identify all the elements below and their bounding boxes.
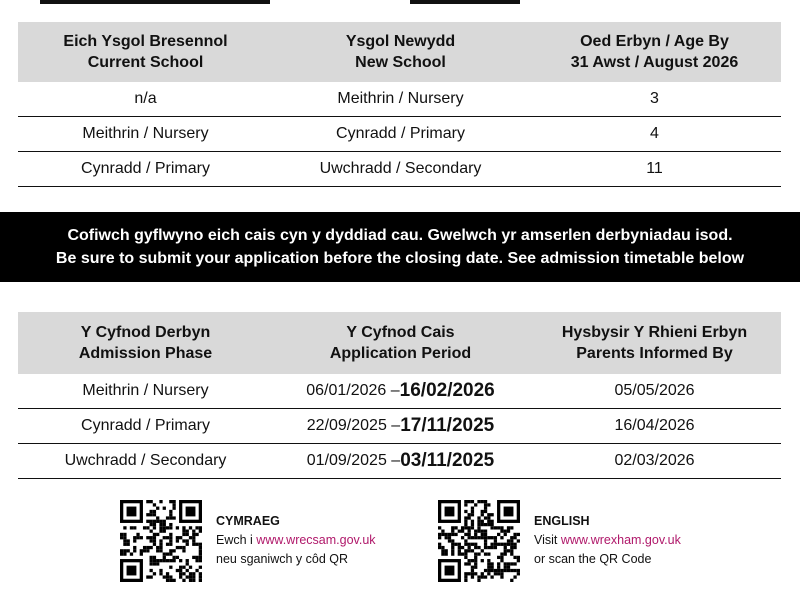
- current-school-cell: Meithrin / Nursery: [82, 125, 209, 142]
- table-header: [18, 22, 781, 82]
- top-cutoff-line-right: [410, 0, 520, 4]
- header-parents-informed: Hysbysir Y Rhieni Erbyn Parents Informed By: [561, 324, 748, 362]
- phase-cell: Meithrin / Nursery: [82, 382, 209, 399]
- period-end: 17/11/2025: [400, 415, 495, 436]
- current-school-cell: n/a: [134, 90, 157, 107]
- banner-welsh-text: Cofiwch gyflwyno eich cais cyn y dyddiad cau. Gwelwch yr amserlen derbyniadau isod.: [67, 227, 733, 244]
- header-application-period: Y Cyfnod Cais Application Period: [329, 324, 472, 362]
- banner-english-text: Be sure to submit your application before the closing date. See admission timetable below: [55, 250, 745, 267]
- qr-scan-line: or scan the QR Code: [534, 552, 652, 566]
- school-age-table: [18, 22, 781, 187]
- qr-visit-line: Ewch i www.wrecsam.gov.uk: [216, 533, 376, 547]
- table-row: [18, 444, 781, 479]
- table-row: [18, 152, 781, 187]
- website-link[interactable]: www.wrecsam.gov.uk: [256, 533, 376, 547]
- age-cell: 4: [650, 125, 659, 142]
- period-start: 01/09/2025 –: [306, 452, 401, 469]
- period-end: 03/11/2025: [400, 450, 495, 471]
- admission-timetable: [18, 312, 781, 479]
- period-cell: [273, 409, 528, 443]
- table-row: [18, 82, 781, 117]
- phase-cell: Uwchradd / Secondary: [64, 452, 227, 469]
- qr-visit-line: Visit www.wrexham.gov.uk: [534, 533, 681, 547]
- informed-cell: 02/03/2026: [614, 452, 695, 469]
- period-start: 06/01/2026 –: [306, 382, 400, 399]
- informed-cell: 16/04/2026: [614, 417, 695, 434]
- phase-cell: Cynradd / Primary: [81, 417, 210, 434]
- period-end: 16/02/2026: [399, 380, 495, 401]
- top-cutoff-line-left: [40, 0, 270, 4]
- website-link[interactable]: www.wrexham.gov.uk: [560, 533, 681, 547]
- new-school-cell: Uwchradd / Secondary: [319, 160, 482, 177]
- age-cell: 3: [650, 90, 659, 107]
- table-row: [18, 117, 781, 152]
- period-cell: [273, 444, 528, 478]
- table-row: [18, 374, 781, 409]
- informed-cell: 05/05/2026: [614, 382, 695, 399]
- age-cell: 11: [646, 160, 663, 177]
- header-current-school: Eich Ysgol Bresennol Current School: [63, 33, 228, 71]
- header-age-by: Oed Erbyn / Age By 31 Awst / August 2026: [570, 33, 739, 71]
- new-school-cell: Cynradd / Primary: [336, 125, 465, 142]
- qr-heading: ENGLISH: [534, 514, 590, 528]
- header-new-school: Ysgol Newydd New School: [345, 33, 456, 71]
- period-cell: [273, 374, 528, 408]
- current-school-cell: Cynradd / Primary: [81, 160, 210, 177]
- table-row: [18, 409, 781, 444]
- new-school-cell: Meithrin / Nursery: [337, 90, 464, 107]
- qr-code-icon[interactable]: [438, 500, 520, 582]
- qr-code-icon[interactable]: [120, 500, 202, 582]
- reminder-banner: [0, 212, 800, 282]
- qr-block-english: [438, 500, 681, 582]
- qr-block-welsh: [120, 500, 376, 582]
- qr-heading: CYMRAEG: [216, 514, 280, 528]
- period-start: 22/09/2025 –: [306, 417, 401, 434]
- table-header: [18, 312, 781, 374]
- header-admission-phase: Y Cyfnod Derbyn Admission Phase: [78, 324, 213, 362]
- qr-scan-line: neu sganiwch y côd QR: [216, 552, 349, 566]
